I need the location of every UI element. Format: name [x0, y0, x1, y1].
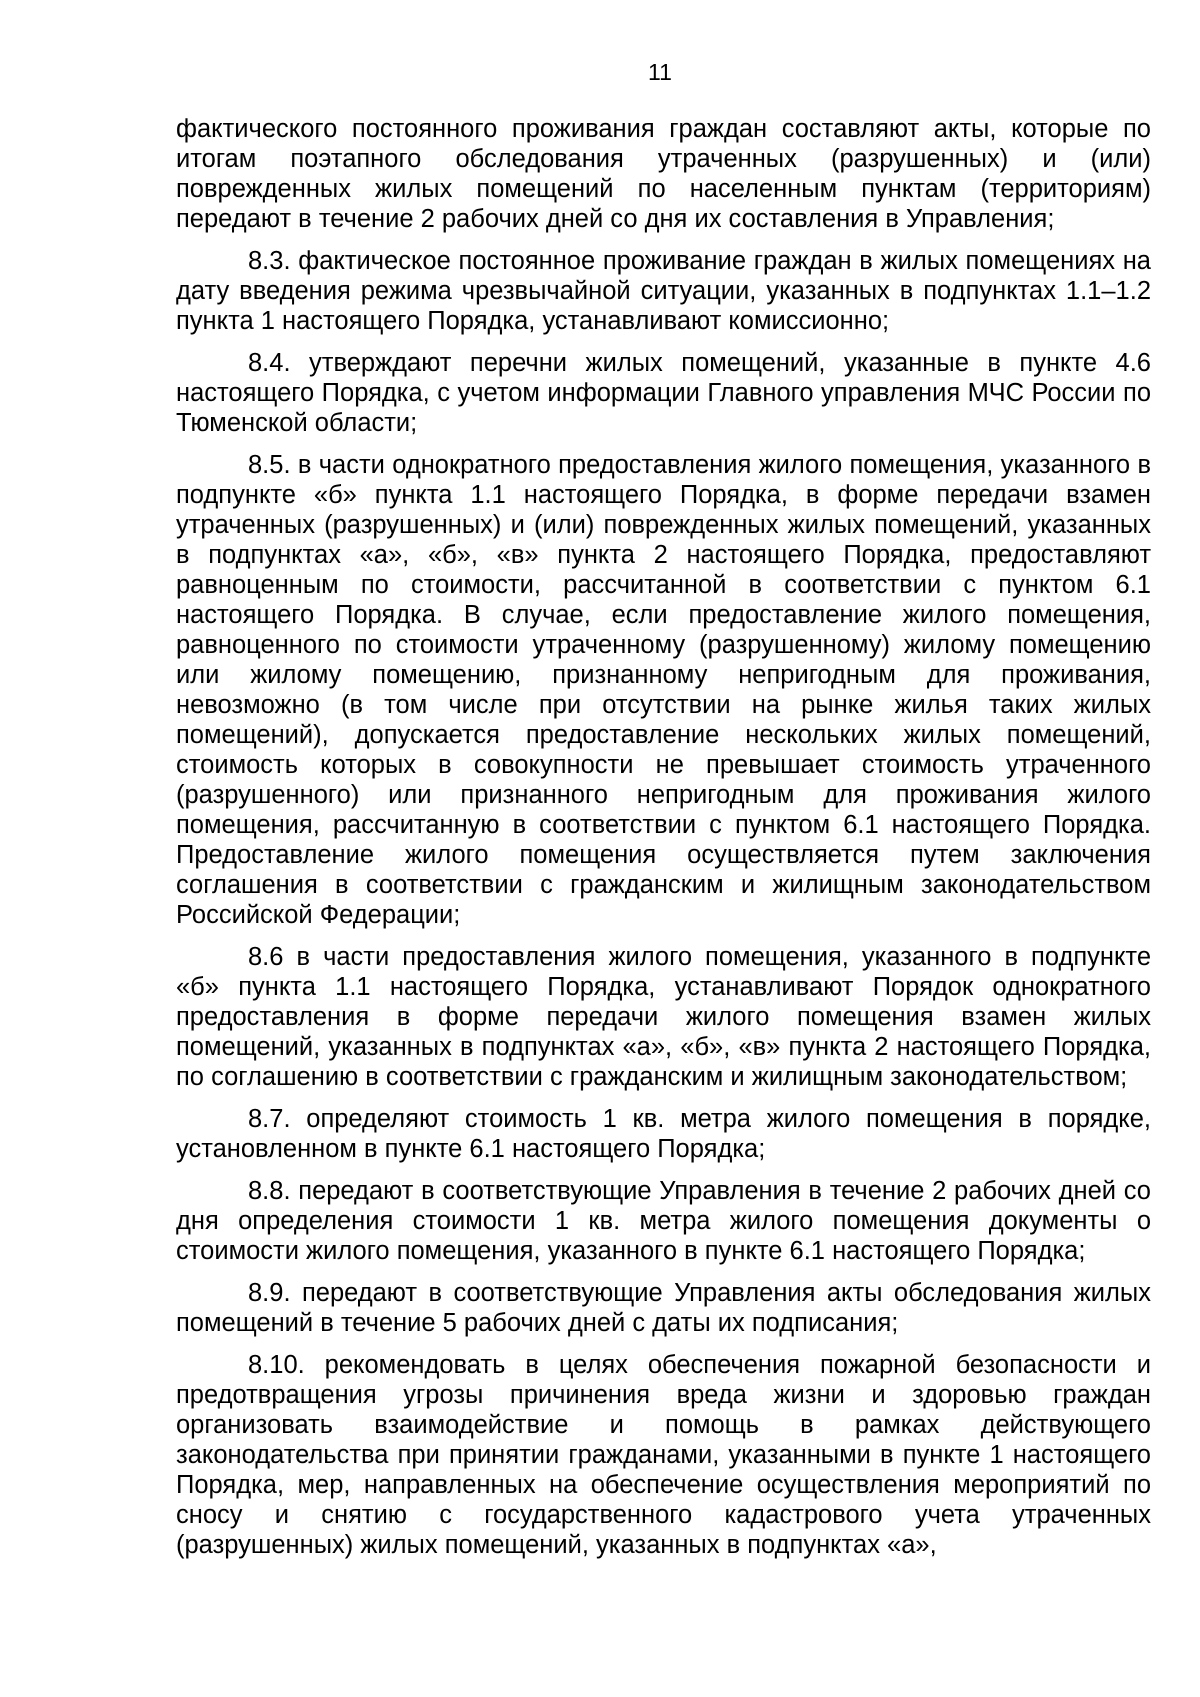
- paragraph-8-4: 8.4. утверждают перечни жилых помещений, указанные в пункте 4.6 настоящего Порядка, с учетом информации Главного управления МЧС России по Тюменской области;: [176, 349, 1151, 437]
- paragraph-8-8: 8.8. передают в соответствующие Управления в течение 2 рабочих дней со дня определения стоимости 1 кв. метра жилого помещения документы о стоимости жилого помещения, указанного в пункте 6.1 настоящего Порядка;: [176, 1177, 1151, 1265]
- paragraph-8-3: 8.3. фактическое постоянное проживание граждан в жилых помещениях на дату введения режима чрезвычайной ситуации, указанных в подпунктах 1.1–1.2 пункта 1 настоящего Порядка, устанавливают комиссионно;: [176, 247, 1151, 335]
- paragraph-8-7: 8.7. определяют стоимость 1 кв. метра жилого помещения в порядке, установленном в пункте 6.1 настоящего Порядка;: [176, 1105, 1151, 1163]
- paragraph-8-6: 8.6 в части предоставления жилого помещения, указанного в подпункте «б» пункта 1.1 настоящего Порядка, устанавливают Порядок однократного предоставления в форме передачи жилого помещения взамен жилых помещений, указанных в подпунктах «а», «б», «в» пункта 2 настоящего Порядка, по соглашению в соответствии с гражданским и жилищным законодательством;: [176, 943, 1151, 1091]
- page-number: 11: [648, 59, 672, 85]
- paragraph-8-10: 8.10. рекомендовать в целях обеспечения пожарной безопасности и предотвращения угрозы причинения вреда жизни и здоровью граждан организовать взаимодействие и помощь в рамках действующего законодательства при принятии гражданами, указанными в пункте 1 настоящего Порядка, мер, направленных на обеспечение осуществления мероприятий по сносу и снятию с государственного кадастрового учета утраченных (разрушенных) жилых помещений, указанных в подпунктах «а»,: [176, 1351, 1151, 1559]
- paragraph-continuation: фактического постоянного проживания граждан составляют акты, которые по итогам поэтапного обследования утраченных (разрушенных) и (или) поврежденных жилых помещений по населенным пунктам (территориям) передают в течение 2 рабочих дней со дня их составления в Управления;: [176, 115, 1151, 233]
- document-body: [176, 114, 1151, 1572]
- paragraph-8-9: 8.9. передают в соответствующие Управления акты обследования жилых помещений в течение 5 рабочих дней с даты их подписания;: [176, 1279, 1151, 1337]
- paragraph-8-5: 8.5. в части однократного предоставления жилого помещения, указанного в подпункте «б» пункта 1.1 настоящего Порядка, в форме передачи взамен утраченных (разрушенных) и (или) поврежденных жилых помещений, указанных в подпунктах «а», «б», «в» пункта 2 настоящего Порядка, предоставляют равноценным по стоимости, рассчитанной в соответствии с пунктом 6.1 настоящего Порядка. В случае, если предоставление жилого помещения, равноценного по стоимости утраченному (разрушенному) жилому помещению или жилому помещению, признанному непригодным для проживания, невозможно (в том числе при отсутствии на рынке жилья таких жилых помещений), допускается предоставление нескольких жилых помещений, стоимость которых в совокупности не превышает стоимость утраченного (разрушенного) или признанного непригодным для проживания жилого помещения, рассчитанную в соответствии с пунктом 6.1 настоящего Порядка. Предоставление жилого помещения осуществляется путем заключения соглашения в соответствии с гражданским и жилищным законодательством Российской Федерации;: [176, 451, 1151, 929]
